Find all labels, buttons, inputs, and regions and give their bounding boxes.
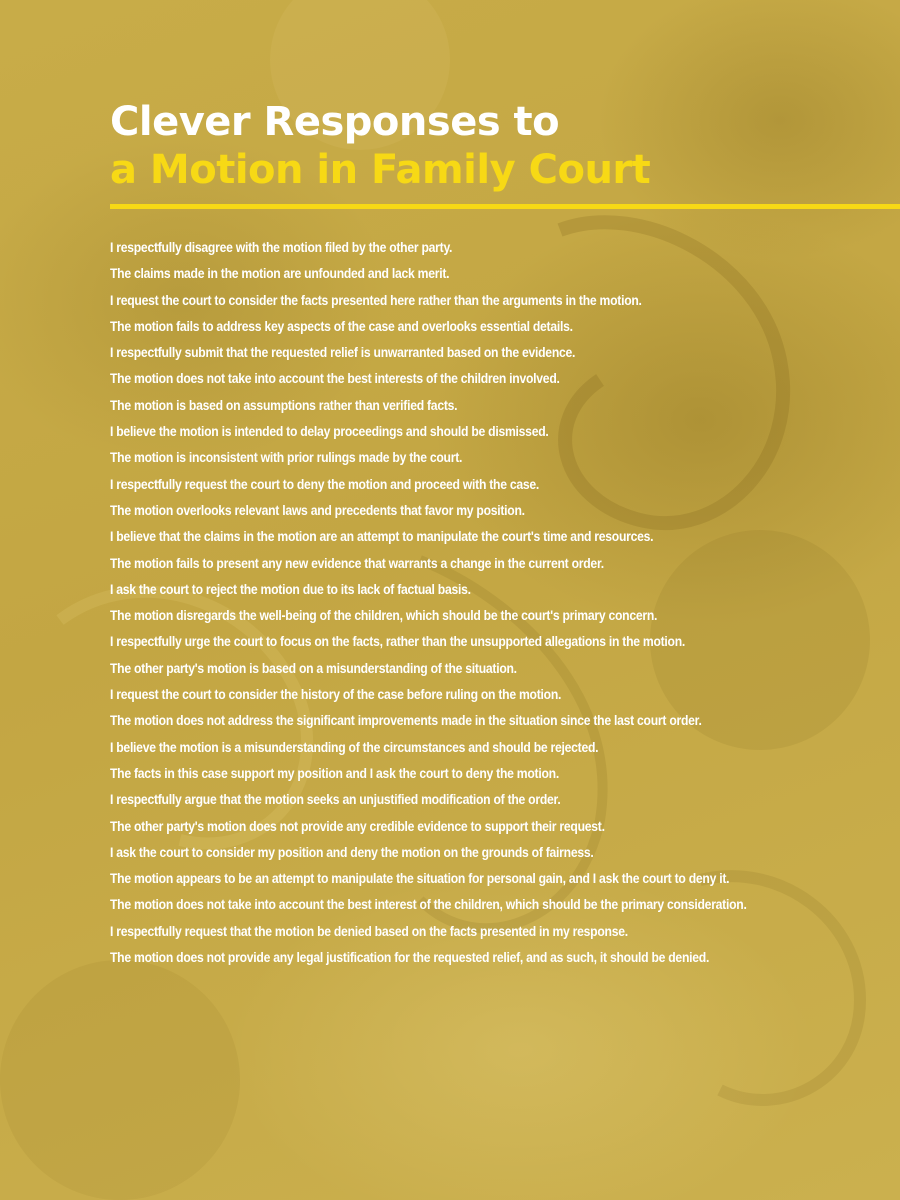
- response-item: I respectfully urge the court to focus on the facts, rather than the unsupported allegations in the motion.: [110, 633, 686, 650]
- response-item: The other party's motion does not provide any credible evidence to support their request.: [110, 817, 605, 834]
- response-item: The motion disregards the well-being of the children, which should be the court's primary concern.: [110, 607, 658, 624]
- response-item: I respectfully request that the motion be denied based on the facts presented in my response.: [110, 922, 628, 939]
- response-item: I believe the motion is a misunderstanding of the circumstances and should be rejected.: [110, 738, 599, 755]
- response-item: The motion fails to address key aspects of the case and overlooks essential details.: [110, 317, 573, 334]
- response-item: I request the court to consider the history of the case before ruling on the motion.: [110, 686, 562, 703]
- response-item: I respectfully submit that the requested relief is unwarranted based on the evidence.: [110, 344, 576, 361]
- title-underline: [110, 204, 900, 209]
- page-title: [110, 98, 810, 194]
- response-item: The facts in this case support my position and I ask the court to deny the motion.: [110, 764, 559, 781]
- response-item: The motion is inconsistent with prior rulings made by the court.: [110, 449, 463, 466]
- response-item: I believe the motion is intended to delay proceedings and should be dismissed.: [110, 423, 549, 440]
- response-item: The motion does not address the significant improvements made in the situation since the last court order.: [110, 712, 702, 729]
- response-item: The motion does not provide any legal justification for the requested relief, and as such, it should be denied.: [110, 949, 710, 966]
- response-item: The motion overlooks relevant laws and precedents that favor my position.: [110, 501, 525, 518]
- responses-list: [110, 234, 870, 997]
- response-item: The motion fails to present any new evidence that warrants a change in the current order.: [110, 554, 604, 571]
- response-item: The other party's motion is based on a misunderstanding of the situation.: [110, 659, 517, 676]
- response-item: I respectfully disagree with the motion filed by the other party.: [110, 239, 453, 255]
- response-item: [110, 970, 771, 996]
- response-item: I ask the court to reject the motion due to its lack of factual basis.: [110, 580, 471, 597]
- response-item: I respectfully argue that the motion seeks an unjustified modification of the order.: [110, 791, 561, 808]
- response-item: I ask the court to consider my position and deny the motion on the grounds of fairness.: [110, 843, 594, 860]
- title-line-1: Clever Responses to: [110, 99, 560, 145]
- response-item: The motion does not take into account the best interest of the children, which should be the primary consideration.: [110, 896, 747, 913]
- response-item: The motion does not take into account the best interests of the children involved.: [110, 370, 560, 387]
- title-line-2: a Motion in Family Court: [110, 147, 651, 193]
- response-item: The claims made in the motion are unfounded and lack merit.: [110, 265, 450, 282]
- response-item: I believe that the claims in the motion are an attempt to manipulate the court's time and resources.: [110, 528, 654, 545]
- response-item: I respectfully request the court to deny the motion and proceed with the case.: [110, 475, 540, 492]
- response-item: The motion appears to be an attempt to manipulate the situation for personal gain, and I ask the court to deny it.: [110, 870, 730, 887]
- response-item: The motion is based on assumptions rather than verified facts.: [110, 396, 458, 413]
- response-item: I request the court to consider the facts presented here rather than the arguments in the motion.: [110, 291, 642, 308]
